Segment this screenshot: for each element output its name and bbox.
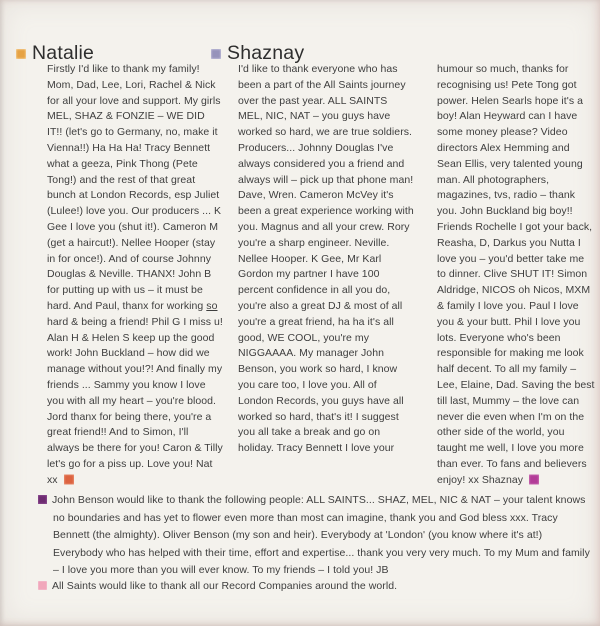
shaznay-text-column-1	[238, 62, 414, 457]
all-saints-credits	[38, 578, 594, 596]
john-benson-credits	[38, 492, 594, 580]
shaznay-thanks-text-part1: I'd like to thank everyone who has been a part of the All Saints journey over the past year. ALL SAINTS MEL, NIC, NAT – you guys have worked so hard, we are true soldiers. Producers... Johnny Douglas I've always considered you a friend and always will – pick up that phone man! Dave, Wren. Cameron McVey it's been a great experience working with you. Magnus and all your crew. Rory you're a sharp engineer. Neville. Nellee Hooper. K Gee, Mr Karl Gordon my partner I have 100 percent confidence in all you do, you're also a great DJ & most of all you're a great friend, ha ha it's all good, WE COOL, you're my NIGGAAAA. My manager John Benson, you work so hard, I know you care too, I love you. All of London Records, you guys have all worked so hard, that's it! I suggest you all take a break and go on holiday. Tracy Bennett I love your	[238, 63, 414, 455]
john-benson-paragraph	[38, 492, 594, 580]
shaznay-purple-square-icon	[211, 49, 221, 59]
shaznay-thanks-text-part2	[437, 62, 595, 489]
shaznay-heading: Shaznay	[227, 42, 305, 64]
natalie-end-square-icon	[64, 474, 74, 484]
natalie-text-underlined-so: so	[206, 299, 218, 312]
natalie-thanks-text	[47, 62, 223, 489]
shaznay-end-square-icon	[529, 474, 539, 484]
john-benson-text: John Benson would like to thank the following people: ALL SAINTS... SHAZ, MEL, NIC & NAT – your talent knows no boundaries and has yet to flower even more than most can imagine, thank you and God bless xxx. Tracy Bennett (the almighty). Oliver Benson (my son and heir). Everybody at 'London' (you know where it's at!) Everybody who has helped with their time, effort and expertise... thank you very very much. To my Mum and family – I love you more than you will ever know. To my friends – I told you! JB	[52, 494, 590, 576]
natalie-text-column	[47, 62, 223, 489]
all-saints-paragraph	[38, 578, 594, 596]
natalie-orange-square-icon	[16, 49, 26, 59]
natalie-heading: Natalie	[32, 42, 95, 64]
shaznay-text-column-2	[437, 62, 595, 489]
all-saints-text: All Saints would like to thank all our Record Companies around the world.	[52, 580, 398, 592]
natalie-text-part2: hard & being a friend! Phil G I miss u! Alan H & Helen S keep up the good work! John Buckland – how did we manage without you!?! And finally my friends ... Sammy you know I love you with all my heart – you're blood. Jord thanx for being there, you're a great friend!! And to Simon, I'll always be there for you! Caron & Tilly let's go for a piss up. Love you! Nat xx	[47, 315, 223, 486]
shaznay-text-part2-content: humour so much, thanks for recognising us! Pete Tong got power. Helen Searls hope it's a boy! Alan Heyward can I have some money please? Video directors Alex Hemming and Sean Ellis, very talented young man. All photographers, magazines, tvs, radio – thank you. John Buckland big boy!! Friends Rochelle I got your back, Reasha, D, Darkus you Nutta I love you – you'd better take me to dinner. Clive SHUT IT! Simon Aldridge, NICOS oh Nicos, MXM & family I love you. Paul I love you & your butt. Phil I love you lots. Everyone who's been responsible for making me look half decent. To all my family – Lee, Elaine, Dad. Saving the best till last, Mummy – the love can never die even when I'm on the other side of the world, you taught me well, I love you more than ever. To fans and believers enjoy! xx Shaznay	[437, 63, 595, 486]
natalie-text-part1: Firstly I'd like to thank my family! Mom, Dad, Lee, Lori, Rachel & Nick for all your love and support. My girls MEL, SHAZ & FONZIE – WE DID IT!! (let's go to Germany, no, make it Vienna!!) Ha Ha Ha! Tracy Bennett what a geeza, Pink Thong (Pete Tong!) and the rest of that great bunch at London Records, esp Juliet (Lulee!) love you. Our producers ... K Gee I love you (shut it!). Cameron M (get a haircut!). Nellee Hooper (stay in for once!). And of course Johnny Douglas & Neville. THANX! John B for putting up with us – it must be hard. And Paul, thanx for working	[47, 63, 222, 312]
all-saints-pink-square-icon	[38, 581, 47, 590]
john-benson-purple-square-icon	[38, 495, 47, 504]
